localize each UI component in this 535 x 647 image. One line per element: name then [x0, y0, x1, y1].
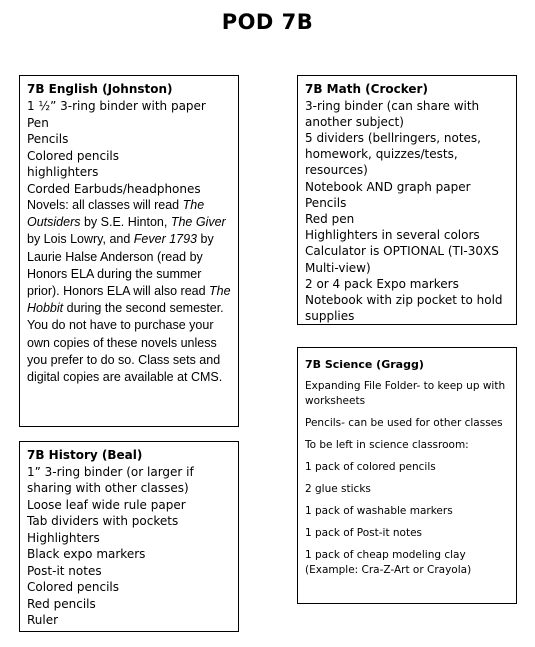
- book-title: The Hobbit: [27, 284, 231, 316]
- list-item: 1 pack of washable markers: [305, 505, 453, 517]
- list-item: 2 or 4 pack Expo markers: [305, 276, 459, 291]
- list-item: Highlighters in several colors: [305, 228, 480, 243]
- list-item: 1” 3-ring binder (or larger if sharing with other classes): [27, 464, 194, 495]
- novels-paragraph: [27, 197, 231, 386]
- list-item: Notebook AND graph paper: [305, 179, 471, 194]
- list-item: Loose leaf wide rule paper: [27, 497, 186, 512]
- list-item: 1 pack of cheap modeling clay (Example: Cra-Z-Art or Crayola): [305, 549, 472, 576]
- novels-text: by S.E. Hinton,: [80, 215, 171, 230]
- list-item: Post-it notes: [27, 563, 102, 578]
- book-title: The Outsiders: [27, 198, 205, 230]
- list-item: Pencils- can be used for other classes: [305, 417, 503, 429]
- list-item: Expanding File Folder- to keep up with worksheets: [305, 380, 506, 407]
- math-supply-box: [297, 75, 517, 325]
- list-item: Colored pencils: [27, 580, 120, 594]
- novels-text: during the second semester. You do not have to purchase your own copies of these novels unless you prefer to do so. Class sets and digital copies are available at CMS.: [27, 301, 224, 385]
- english-supply-list: [27, 98, 231, 197]
- list-item: Pencils: [305, 195, 347, 210]
- english-heading: 7B English (Johnston): [27, 82, 173, 96]
- list-item: 1 pack of Post-it notes: [305, 527, 423, 539]
- list-item: Pen: [27, 115, 49, 130]
- list-item: Colored pencils: [27, 148, 120, 163]
- novels-text: by Lois Lowry, and: [27, 232, 134, 247]
- list-item: 3-ring binder (can share with another subject): [305, 98, 480, 129]
- page-title: POD 7B: [221, 10, 314, 34]
- history-heading: 7B History (Beal): [27, 448, 143, 462]
- book-title: Fever 1793: [133, 232, 198, 247]
- math-heading: 7B Math (Crocker): [305, 82, 428, 96]
- list-item: Corded Earbuds/headphones: [27, 181, 201, 196]
- novels-text: Novels: all classes will read: [27, 198, 183, 212]
- science-supply-box: [297, 347, 517, 604]
- list-item: 5 dividers (bellringers, notes, homework, quizzes/tests, resources): [305, 130, 481, 178]
- novels-text: by Laurie Halse Anderson (read by Honors ELA during the summer prior). Honors ELA will also read: [27, 232, 214, 299]
- list-item: 2 glue sticks: [305, 483, 371, 495]
- list-item: Pencils: [27, 132, 69, 146]
- list-item: Highlighters: [27, 530, 100, 545]
- science-heading: 7B Science (Gragg): [305, 358, 424, 371]
- history-supply-box: [19, 441, 239, 632]
- list-item: 1 pack of colored pencils: [305, 461, 436, 473]
- list-item: Ruler: [27, 613, 59, 627]
- english-supply-box: [19, 75, 239, 427]
- list-item: Black expo markers: [27, 547, 146, 561]
- list-item: Notebook with zip pocket to hold supplies: [305, 292, 503, 324]
- list-item: highlighters: [27, 165, 99, 179]
- list-item: Red pen: [305, 211, 355, 226]
- book-title: The Giver: [170, 215, 226, 230]
- list-item: Red pencils: [27, 596, 96, 611]
- list-item: 1 ½” 3-ring binder with paper: [27, 99, 206, 113]
- list-item: Calculator is OPTIONAL (TI-30XS Multi-view): [305, 244, 499, 275]
- list-item: To be left in science classroom:: [305, 439, 469, 451]
- list-item: Tab dividers with pockets: [27, 514, 179, 528]
